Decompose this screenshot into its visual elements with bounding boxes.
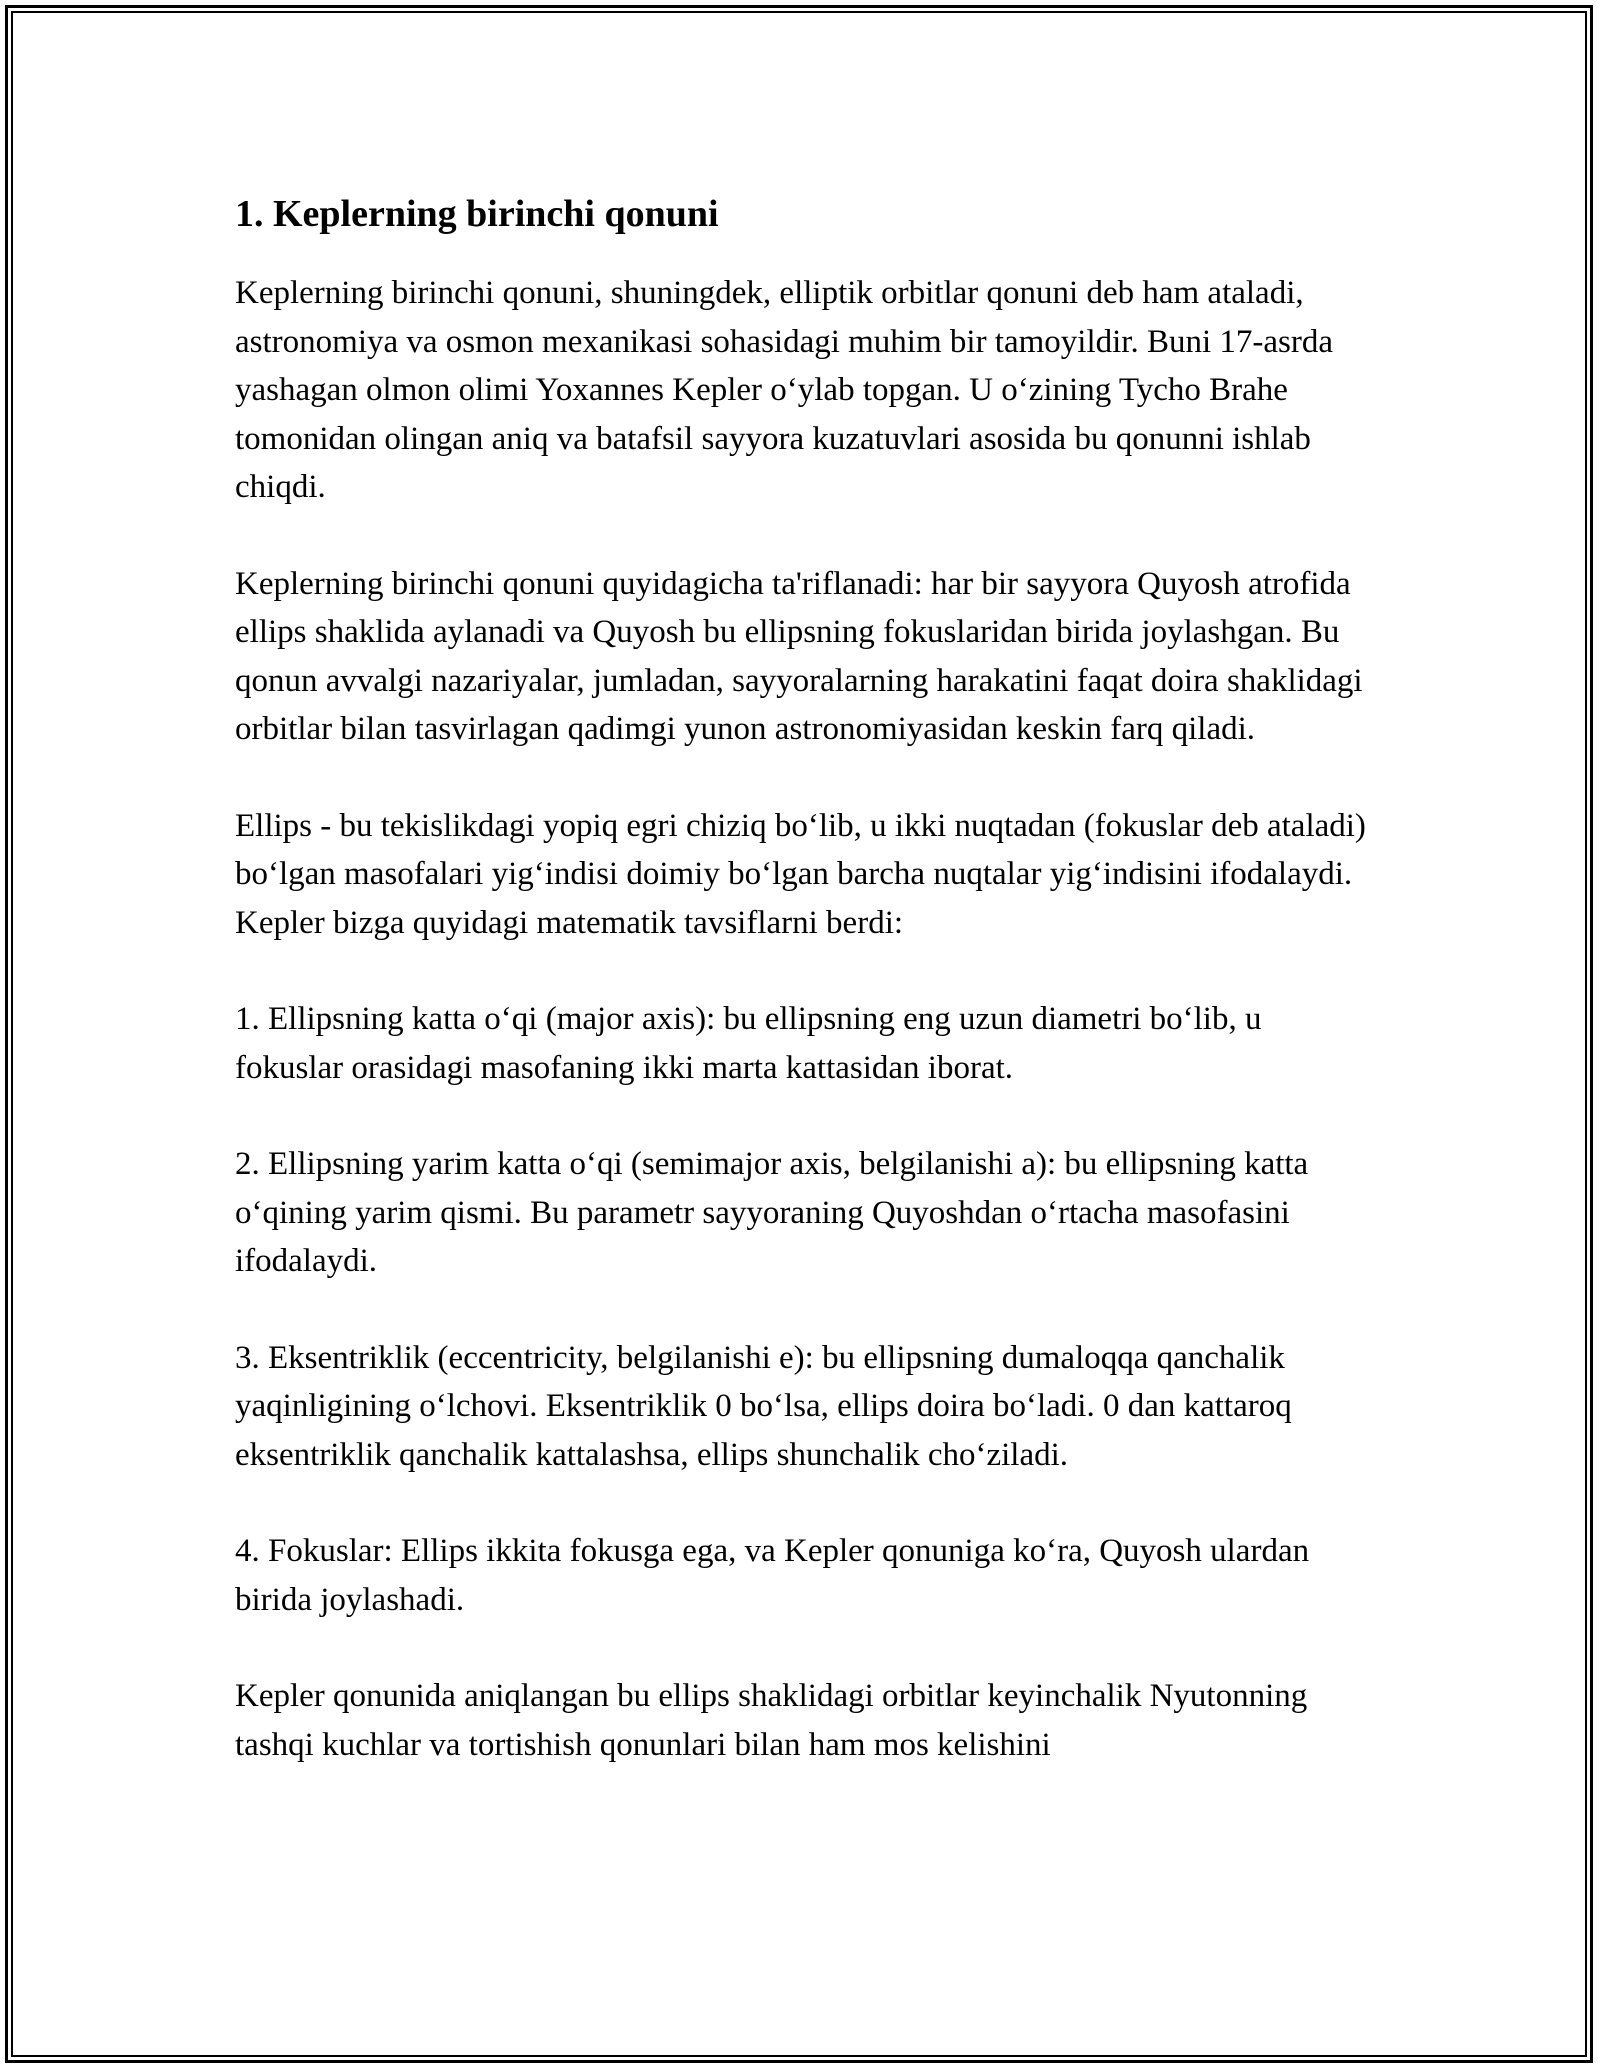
document-body [235, 185, 1370, 1769]
list-item-semimajor-axis: 2. Ellipsning yarim katta o‘qi (semimajor axis, belgilanishi a): bu ellipsning katta o‘qining yarim qismi. Bu parametr sayyoraning Quyoshdan o‘rtacha masofasini ifodalaydi. [235, 1146, 1309, 1279]
paragraph-ellipse: Ellips - bu tekislikdagi yopiq egri chiziq bo‘lib, u ikki nuqtadan (fokuslar deb ataladi) bo‘lgan masofalari yig‘indisi doimiy bo‘lgan barcha nuqtalar yig‘indisini ifodalaydi. Kepler bizga quyidagi matematik tavsiflarni berdi: [235, 807, 1366, 941]
list-item-eccentricity: 3. Eksentriklik (eccentricity, belgilanishi e): bu ellipsning dumaloqqa qanchalik yaqinligining o‘lchovi. Eksentriklik 0 bo‘lsa, ellips doira bo‘ladi. 0 dan kattaroq eksentriklik qanchalik kattalashsa, ellips shunchalik cho‘ziladi. [235, 1339, 1292, 1473]
paragraph-conclusion: Kepler qonunida aniqlangan bu ellips shaklidagi orbitlar keyinchalik Nyutonning tashqi kuchlar va tortishish qonunlari bilan ham mos kelishini [235, 1678, 1308, 1763]
list-item-foci: 4. Fokuslar: Ellips ikkita fokusga ega, va Kepler qonuniga ko‘ra, Quyosh ulardan birida joylashadi. [235, 1533, 1310, 1618]
section-heading: 1. Keplerning birinchi qonuni [235, 193, 719, 235]
list-item-major-axis: 1. Ellipsning katta o‘qi (major axis): bu ellipsning eng uzun diametri bo‘lib, u fokuslar orasidagi masofaning ikki marta kattasidan iborat. [235, 1001, 1262, 1086]
paragraph-intro: Keplerning birinchi qonuni, shuningdek, elliptik orbitlar qonuni deb ham ataladi, astronomiya va osmon mexanikasi sohasidagi muhim bir tamoyildir. Buni 17-asrda yashagan olmon olimi Yoxannes Kepler o‘ylab topgan. U o‘zining Tycho Brahe tomonidan olingan aniq va batafsil sayyora kuzatuvlari asosida bu qonunni ishlab chiqdi. [235, 275, 1334, 505]
paragraph-definition: Keplerning birinchi qonuni quyidagicha ta'riflanadi: har bir sayyora Quyosh atrofida ellips shaklida aylanadi va Quyosh bu ellipsning fokuslaridan birida joylashgan. Bu qonun avvalgi nazariyalar, jumladan, sayyoralarning harakatini faqat doira shaklidagi orbitlar bilan tasvirlagan qadimgi yunon astronomiyasidan keskin farq qiladi. [235, 565, 1363, 747]
